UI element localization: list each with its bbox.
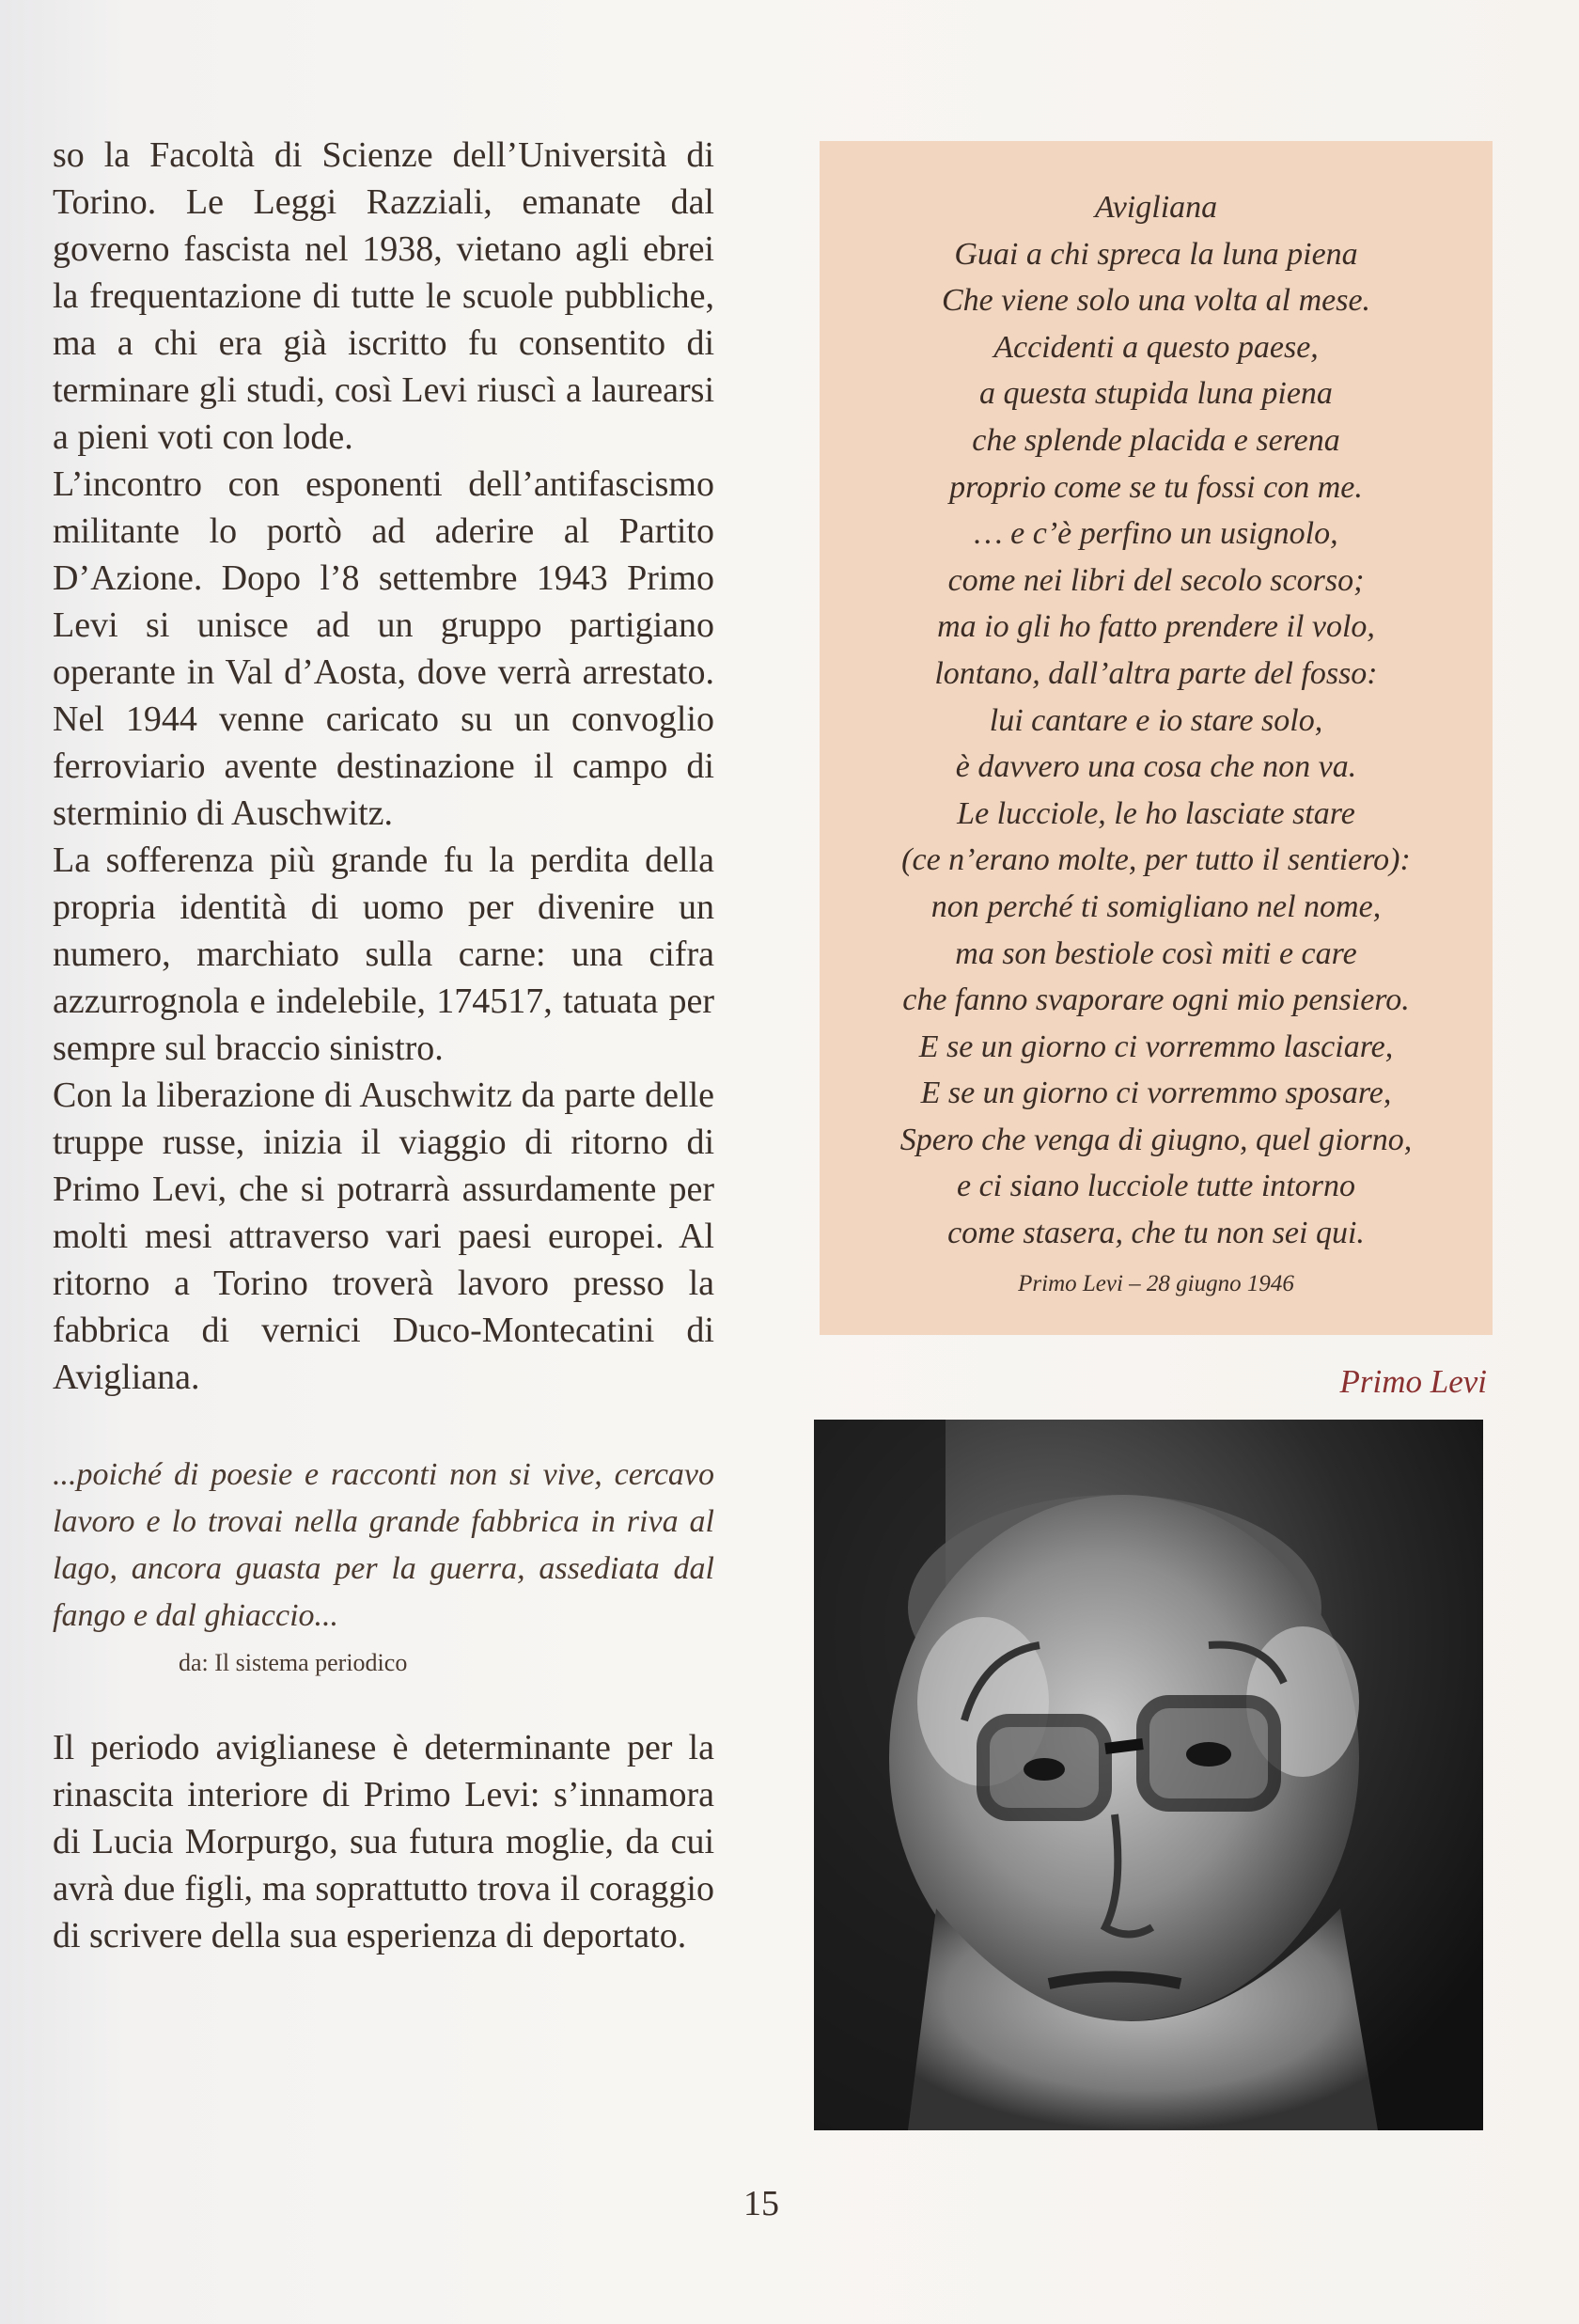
paragraph-avigliana-period: Il periodo aviglianese è determinante per la rinascita interiore di Primo Levi: s’innamora di Lucia Morpurgo, sua futura moglie, da cui avrà due figli, ma soprattutto trova il coraggio di scrivere della sua esperienza di deportato. [53, 1728, 714, 1955]
poem-line: proprio come se tu fossi con me. [949, 469, 1363, 505]
poem-line: Guai a chi spreca la luna piena [954, 236, 1358, 272]
paragraph-studies: so la Facoltà di Scienze dell’Università di Torino. Le Leggi Razziali, emanate dal governo fascista nel 1938, vietano agli ebrei la frequentazione di tutte le scuole pubbliche, ma a chi era già iscritto fu consentito di terminare gli studi, così Levi riuscì a laurearsi a pieni voti con lode. [53, 135, 714, 457]
poem [820, 141, 1493, 1307]
poem-signature: Primo Levi – 28 giugno 1946 [1018, 1270, 1294, 1296]
poem-line: che splende placida e serena [972, 422, 1340, 458]
quote-text: ...poiché di poesie e racconti non si vive, cercavo lavoro e lo trovai nella grande fabbrica in riva al lago, ancora guasta per la guerra, assediata dal fango e dal ghiaccio... [53, 1457, 714, 1633]
poem-line: lui cantare e io stare solo, [989, 702, 1323, 738]
portrait-photo [814, 1420, 1483, 2130]
poem-line: Che viene solo una volta al mese. [941, 283, 1371, 319]
main-text-column [53, 132, 714, 1401]
poem-line: non perché ti somigliano nel nome, [930, 888, 1382, 924]
poem-title: Avigliana [1094, 190, 1218, 225]
paragraph-return: Con la liberazione di Auschwitz da parte delle truppe russe, inizia il viaggio di ritorno di Primo Levi, che si potrarrà assurdamente per molti mesi attraverso vari paesi europei. Al ritorno a Torino troverà lavoro presso la fabbrica di vernici Duco-Montecatini di Avigliana. [53, 1076, 714, 1397]
poem-line: … e c’è perfino un usignolo, [974, 516, 1338, 552]
photo-caption: Primo Levi [1339, 1363, 1487, 1400]
poem-line: e ci siano lucciole tutte intorno [957, 1169, 1355, 1204]
portrait-image [814, 1420, 1483, 2130]
poem-line: che fanno svaporare ogni mio pensiero. [902, 982, 1410, 1018]
poem-line: è davvero una cosa che non va. [955, 749, 1357, 785]
poem-line: come stasera, che tu non sei qui. [947, 1216, 1365, 1251]
poem-line: Spero che venga di giugno, quel giorno, [899, 1122, 1413, 1157]
paragraph-resistance: L’incontro con esponenti dell’antifascismo militante lo portò ad aderire al Partito D’Azione. Dopo l’8 settembre 1943 Primo Levi si unisce ad un gruppo partigiano operante in Val d’Aosta, dove verrà arrestato. Nel 1944 venne caricato su un convoglio ferroviario avente destinazione il campo di sterminio di Auschwitz. [53, 464, 714, 833]
quote-source: da: Il sistema periodico [179, 1649, 408, 1676]
page-number: 15 [743, 2184, 779, 2223]
poem-line: lontano, dall’altra parte del fosso: [934, 655, 1378, 691]
poem-box [820, 141, 1493, 1335]
poem-line: (ce n’erano molte, per tutto il sentiero): [901, 842, 1411, 878]
poem-line: E se un giorno ci vorremmo lasciare, [918, 1029, 1394, 1064]
closing-text [53, 1724, 714, 1959]
poem-line: Le lucciole, le ho lasciate stare [957, 795, 1355, 831]
poem-line: E se un giorno ci vorremmo sposare, [920, 1076, 1392, 1111]
poem-line: ma son bestiole così miti e care [955, 935, 1357, 971]
paragraph-identity: La sofferenza più grande fu la perdita della propria identità di uomo per divenire un numero, marchiato sulla carne: una cifra azzurrognola e indelebile, 174517, tatuata per sempre sul braccio sinistro. [53, 840, 714, 1068]
quote-block [53, 1452, 714, 1677]
poem-line: ma io gli ho fatto prendere il volo, [937, 609, 1375, 645]
poem-line: come nei libri del secolo scorso; [947, 562, 1365, 598]
poem-line: Accidenti a questo paese, [993, 329, 1319, 365]
poem-line: a questa stupida luna piena [979, 376, 1333, 412]
